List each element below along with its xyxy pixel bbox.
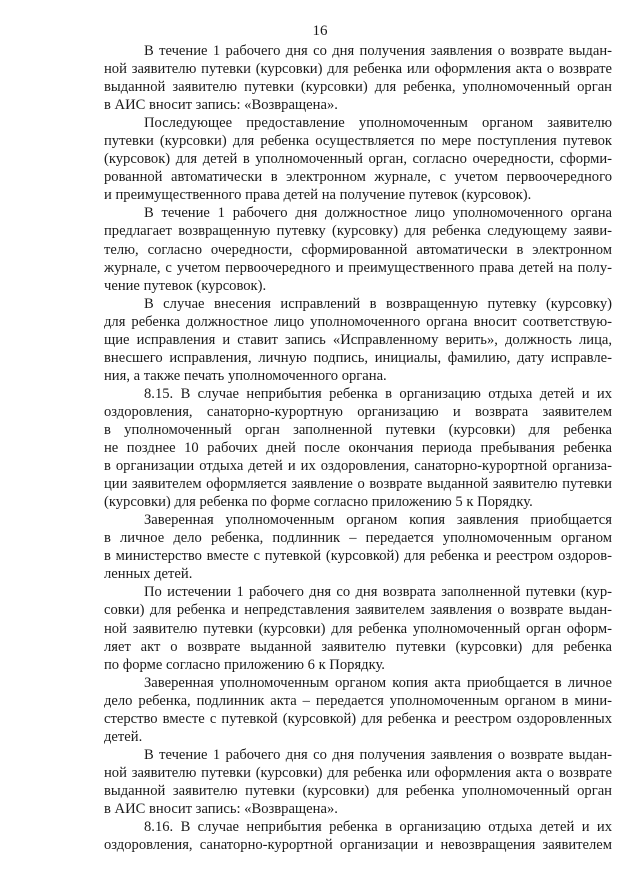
text-line: стерство вместе с путевкой (курсовкой) для ребенка и реестром оздоровленных xyxy=(104,710,612,727)
text-line: не позднее 10 рабочих дней после окончания периода пребывания ребенка xyxy=(104,440,612,457)
text-line: По истечении 1 рабочего дня со дня возврата заполненной путевки (кур- xyxy=(144,584,612,601)
text-line: путевки (курсовки) для ребенка осуществляется по мере поступления путевок xyxy=(104,133,612,150)
text-line: Заверенная уполномоченным органом копия заявления приобщается xyxy=(144,512,612,529)
text-line: оздоровления, санаторно-курортной организации и невозвращения заявителем xyxy=(104,837,612,854)
text-line: совки) для ребенка и непредставления заявителем заявления о возврате выдан- xyxy=(104,602,612,619)
paragraph xyxy=(104,42,612,114)
text-line: телю, согласно очередности, сформированной автоматически в электронном xyxy=(104,241,612,258)
text-line: в АИС вносит запись: «Возвращена». xyxy=(104,800,338,817)
paragraph xyxy=(104,583,612,673)
text-line: выданной заявителю путевки (курсовки) для ребенка, уполномоченный орган xyxy=(104,79,612,96)
text-line: по форме согласно приложению 6 к Порядку. xyxy=(104,656,385,673)
text-line: и преимущественного права детей на получение путевок (курсовок). xyxy=(104,187,532,204)
paragraph xyxy=(104,511,612,583)
text-line: ной заявителю путевки (курсовки) для ребенка или оформления акта о возврате xyxy=(104,764,612,781)
text-line: журнале, с учетом первоочередного и преимущественного права детей на полу- xyxy=(104,259,612,276)
document-body xyxy=(104,42,612,854)
text-line: 8.15. В случае неприбытия ребенка в организацию отдыха детей и их xyxy=(144,385,612,402)
text-line: рованной автоматически в электронном журнале, с учетом первоочередного xyxy=(104,169,612,186)
text-line: ляет акт о возврате выданной заявителю путевки (курсовки) для ребенка xyxy=(104,638,612,655)
text-line: ния, а также печать уполномоченного органа. xyxy=(104,367,387,384)
text-line: ции заявителем оформляется заявление о возврате выданной заявителю путевки xyxy=(104,476,612,493)
text-line: В случае внесения исправлений в возвращенную путевку (курсовку) xyxy=(144,295,612,312)
paragraph xyxy=(104,746,612,818)
text-line: для ребенка должностное лицо уполномоченного органа вносит соответствую- xyxy=(104,313,612,330)
paragraph xyxy=(104,818,612,854)
text-line: дело ребенка, подлинник акта – передается уполномоченным органом в мини- xyxy=(104,692,612,709)
text-line: Последующее предоставление уполномоченным органом заявителю xyxy=(144,115,612,132)
text-line: В течение 1 рабочего дня со дня получения заявления о возврате выдан- xyxy=(144,746,612,763)
paragraph xyxy=(104,114,612,204)
text-line: (курсовки) для ребенка по форме согласно приложению 5 к Порядку. xyxy=(104,494,533,511)
text-line: выданной заявителю путевки (курсовки) для ребенка уполномоченный орган xyxy=(104,782,612,799)
text-line: ленных детей. xyxy=(104,566,193,583)
paragraph xyxy=(104,295,612,385)
text-line: предлагает возвращенную путевку (курсовку) для ребенка следующему заяви- xyxy=(104,223,612,240)
text-line: в организации отдыха детей и их оздоровления, санаторно-курортной организа- xyxy=(104,458,612,475)
text-line: внесшего исправления, личную подпись, инициалы, фамилию, дату исправле- xyxy=(104,349,612,366)
text-line: 8.16. В случае неприбытия ребенка в организацию отдыха детей и их xyxy=(144,819,612,836)
text-line: в АИС вносит запись: «Возвращена». xyxy=(104,97,338,114)
text-line: в уполномоченный орган заполненной путевки (курсовки) для ребенка xyxy=(104,421,612,438)
text-line: Заверенная уполномоченным органом копия акта приобщается в личное xyxy=(144,674,612,691)
text-line: оздоровления, санаторно-курортную организацию и возврата заявителем xyxy=(104,403,612,420)
paragraph xyxy=(104,204,612,294)
text-line: В течение 1 рабочего дня должностное лицо уполномоченного органа xyxy=(144,205,612,222)
text-line: в министерство вместе с путевкой (курсовкой) для ребенка и реестром оздоров- xyxy=(104,548,612,565)
paragraph xyxy=(104,385,612,511)
text-line: щие исправления и ставит запись «Исправленному верить», должность лица, xyxy=(104,331,612,348)
text-line: В течение 1 рабочего дня со дня получения заявления о возврате выдан- xyxy=(144,43,612,59)
text-line: ной заявителю путевки (курсовки) для ребенка или оформления акта о возврате xyxy=(104,61,612,78)
text-line: чение путевок (курсовок). xyxy=(104,277,267,294)
text-line: в личное дело ребенка, подлинник – передается уполномоченным органом xyxy=(104,530,612,547)
text-line: ной заявителю путевки (курсовки) для ребенка уполномоченный орган оформ- xyxy=(104,620,612,637)
text-line: детей. xyxy=(104,728,143,745)
paragraph xyxy=(104,674,612,746)
page-number: 16 xyxy=(312,23,328,39)
text-line: (курсовок) для детей в уполномоченный орган, согласно очередности, сформи- xyxy=(104,151,612,168)
